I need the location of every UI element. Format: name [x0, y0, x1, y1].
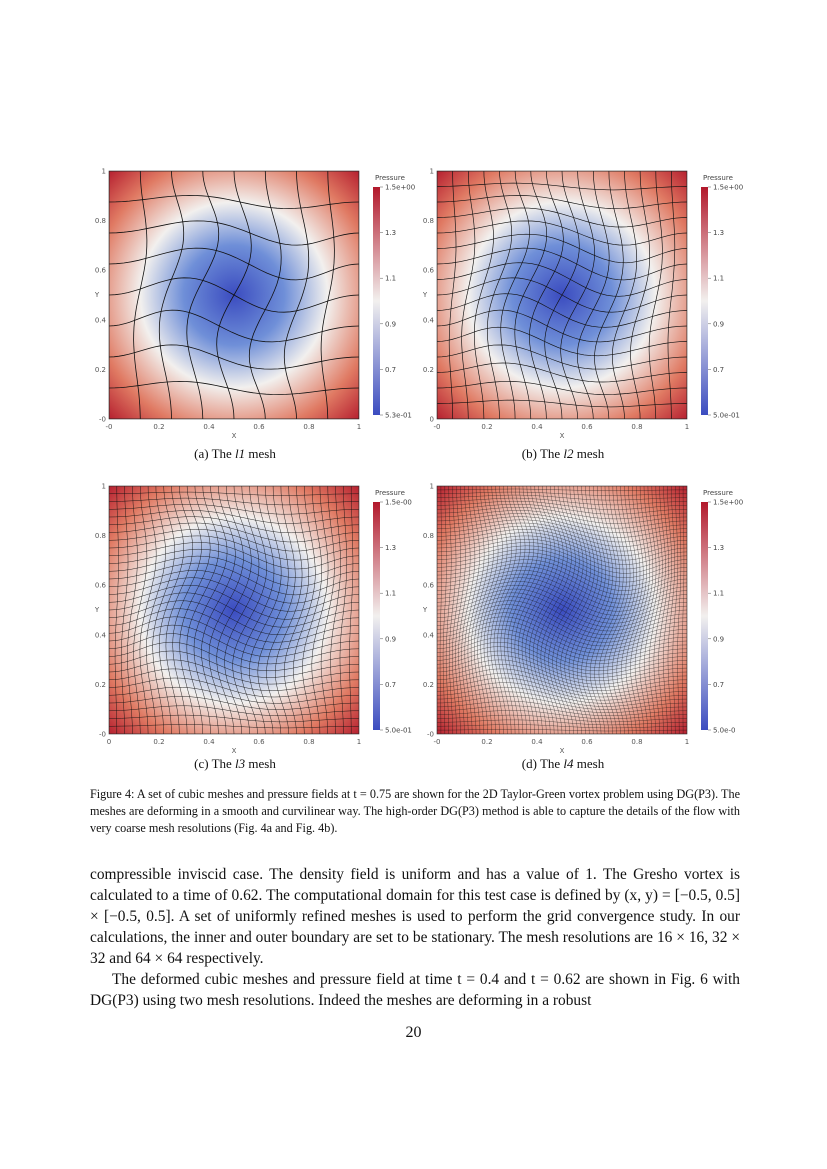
y-tick-label: 0.8	[95, 217, 106, 226]
y-tick-label: 0.4	[423, 631, 434, 640]
colorbar-label: 1.3	[385, 544, 397, 553]
page-number: 20	[405, 1024, 422, 1041]
x-tick-label: 1	[356, 423, 362, 431]
colorbar-label: 1.3	[713, 544, 725, 553]
colorbar-label: 1.1	[713, 274, 725, 283]
x-axis-label: X	[231, 432, 237, 440]
x-tick-label: 0.8	[631, 423, 643, 431]
colorbar-label: 0.9	[385, 635, 397, 644]
subcaption-c: (c) The l3 mesh	[194, 756, 276, 771]
x-tick-label: 0.4	[531, 738, 543, 746]
y-axis-label: Y	[95, 291, 100, 299]
colorbar-label: 0.9	[713, 320, 725, 329]
figure-panel-b	[423, 165, 753, 445]
x-axis-label: X	[231, 747, 237, 755]
x-tick-label: 0.4	[531, 423, 543, 431]
colorbar-label: 1.5e+00	[385, 183, 416, 192]
colorbar-label: 1.5e+00	[713, 183, 744, 192]
colorbar-label: 0.7	[385, 680, 397, 689]
y-tick-label: 0.2	[423, 680, 434, 689]
x-tick-label: 0.6	[581, 423, 593, 431]
y-tick-label: 0.6	[95, 581, 106, 590]
y-tick-label: 0.4	[95, 631, 106, 640]
figure-panel-d	[423, 480, 753, 760]
y-tick-label: 1	[101, 482, 106, 491]
y-axis-label: Y	[95, 606, 100, 614]
x-tick-label: 0.6	[581, 738, 593, 746]
x-axis-label: X	[559, 747, 565, 755]
x-tick-label: 0.2	[153, 738, 165, 746]
y-tick-label: 0.2	[423, 365, 434, 374]
panel-plot-b	[423, 165, 753, 445]
x-tick-label: 0.8	[631, 738, 643, 746]
colorbar-label: 1.5e-00	[385, 498, 412, 507]
figure-caption: Figure 4: A set of cubic meshes and pressure fields at t = 0.75 are shown for the 2D Taylor-Green vortex problem using DG(P3). The meshes are deforming in a smooth and curvilinear way. The high-order DG(P3) method is able to capture the details of the flow with very coarse mesh resolutions (Fig. 4a and Fig. 4b).	[90, 787, 740, 835]
y-tick-label: 0	[429, 415, 434, 424]
x-tick-label: 1	[684, 423, 690, 431]
colorbar-label: 5.0e-01	[385, 726, 412, 735]
x-tick-label: 1	[356, 738, 362, 746]
colorbar-label: 5.0e-0	[713, 726, 736, 735]
y-tick-label: 1	[101, 167, 106, 176]
x-tick-label: 0.6	[253, 423, 265, 431]
x-tick-label: 0.4	[203, 423, 215, 431]
colorbar	[701, 187, 708, 415]
y-tick-label: 0.2	[95, 680, 106, 689]
x-tick-label: -0	[433, 738, 441, 746]
panel-plot-c	[95, 480, 425, 760]
y-tick-label: 1	[429, 482, 434, 491]
panel-plot-d	[423, 480, 753, 760]
x-tick-label: 0.8	[303, 738, 315, 746]
colorbar-label: 0.9	[713, 635, 725, 644]
colorbar-label: 1.1	[385, 589, 397, 598]
colorbar-title: Pressure	[703, 489, 733, 497]
panel-plot-a	[95, 165, 425, 445]
colorbar-label: 1.3	[713, 229, 725, 238]
y-tick-label: 0.6	[95, 266, 106, 275]
x-tick-label: 0.4	[203, 738, 215, 746]
paragraph-2: The deformed cubic meshes and pressure field at time t = 0.4 and t = 0.62 are shown in Fig. 6 with DG(P3) using two mesh resolutions. Indeed the meshes are deforming in a robust	[90, 971, 740, 1009]
y-tick-label: -0	[99, 730, 106, 739]
colorbar-label: 1.1	[713, 589, 725, 598]
colorbar-label: 0.7	[713, 680, 725, 689]
x-tick-label: 0.8	[303, 423, 315, 431]
y-tick-label: 0.6	[423, 581, 434, 590]
figure-panel-a	[95, 165, 425, 445]
x-tick-label: 0.6	[253, 738, 265, 746]
colorbar-label: 0.7	[385, 365, 397, 374]
y-axis-label: Y	[423, 291, 428, 299]
figure-panel-c	[95, 480, 425, 760]
y-tick-label: 0.8	[95, 532, 106, 541]
x-tick-label: 0.2	[153, 423, 165, 431]
colorbar-title: Pressure	[375, 174, 405, 182]
subcaption-b: (b) The l2 mesh	[521, 446, 605, 461]
subcaption-a: (a) The l1 mesh	[194, 446, 276, 461]
y-tick-label: 0.4	[95, 316, 106, 325]
y-tick-label: 0.6	[423, 266, 434, 275]
y-axis-label: Y	[423, 606, 428, 614]
x-axis-label: X	[559, 432, 565, 440]
colorbar-label: 1.3	[385, 229, 397, 238]
paragraph-1: compressible inviscid case. The density field is uniform and has a value of 1. The Gresho vortex is calculated to a time of 0.62. The computational domain for this test case is defined by (x, y) = [−0.5, 0.5] × [−0.5, 0.5]. A set of uniformly refined meshes is used to perform the grid convergence study. In our calculations, the inner and outer boundary are set to be stationary. The mesh resolutions are 16 × 16, 32 × 32 and 64 × 64 respectively.	[90, 866, 740, 967]
colorbar	[373, 187, 380, 415]
y-tick-label: -0	[427, 730, 434, 739]
y-tick-label: -0	[99, 415, 106, 424]
colorbar-title: Pressure	[703, 174, 733, 182]
colorbar-title: Pressure	[375, 489, 405, 497]
x-tick-label: 0.2	[481, 423, 493, 431]
x-tick-label: -0	[105, 423, 113, 431]
x-tick-label: 0	[106, 738, 112, 746]
y-tick-label: 0.8	[423, 217, 434, 226]
colorbar-label: 5.3e-01	[385, 411, 412, 420]
y-tick-label: 0.4	[423, 316, 434, 325]
x-tick-label: 0.2	[481, 738, 493, 746]
colorbar-label: 5.0e-01	[713, 411, 740, 420]
subcaption-d: (d) The l4 mesh	[521, 756, 605, 771]
colorbar-label: 0.9	[385, 320, 397, 329]
body-text	[90, 864, 740, 1011]
colorbar-label: 1.5e+00	[713, 498, 744, 507]
colorbar	[701, 502, 708, 730]
colorbar	[373, 502, 380, 730]
y-tick-label: 0.2	[95, 365, 106, 374]
colorbar-label: 1.1	[385, 274, 397, 283]
y-tick-label: 1	[429, 167, 434, 176]
x-tick-label: 1	[684, 738, 690, 746]
y-tick-label: 0.8	[423, 532, 434, 541]
colorbar-label: 0.7	[713, 365, 725, 374]
x-tick-label: -0	[433, 423, 441, 431]
